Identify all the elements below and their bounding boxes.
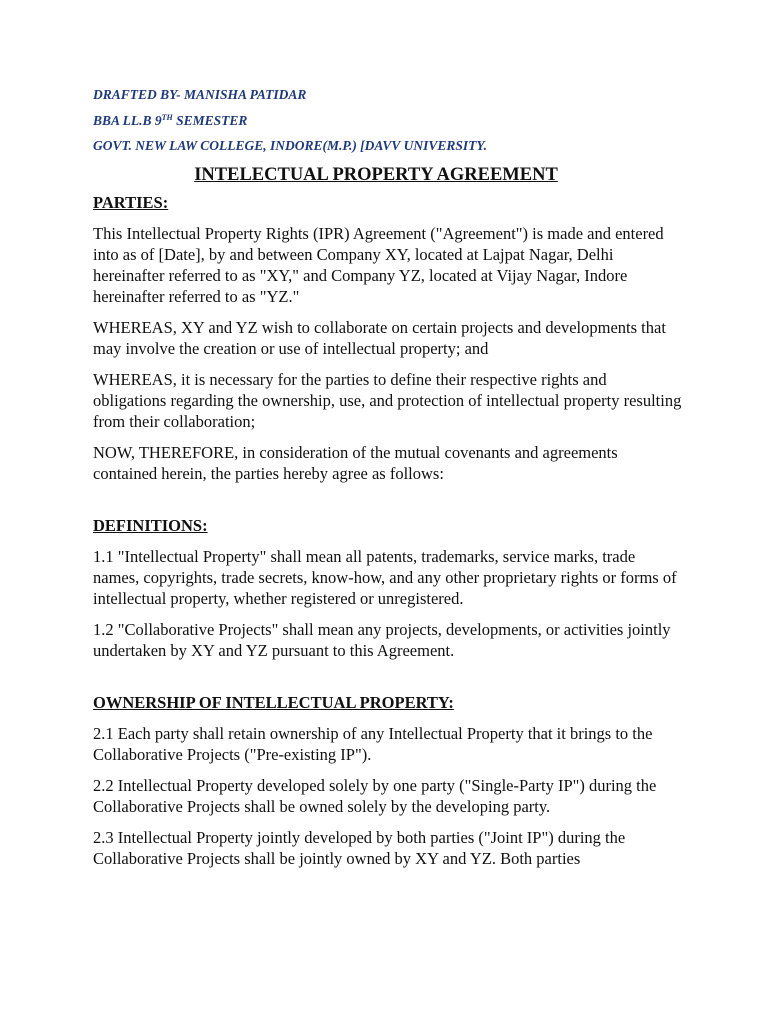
- definitions-heading: DEFINITIONS:: [93, 515, 208, 535]
- ownership-clause-2-1: 2.1 Each party shall retain ownership of any Intellectual Property that it brings to the Collaborative Projects ("Pre-existing IP").: [93, 723, 653, 764]
- document-page: [93, 86, 683, 869]
- drafted-by-line: DRAFTED BY- MANISHA PATIDAR: [93, 87, 307, 102]
- definition-1-2: 1.2 "Collaborative Projects" shall mean any projects, developments, or activities jointly undertaken by XY and YZ pursuant to this Agreement.: [93, 619, 671, 660]
- parties-paragraph-4: NOW, THEREFORE, in consideration of the mutual covenants and agreements contained herein, the parties hereby agree as follows:: [93, 442, 618, 483]
- parties-paragraph-2: WHEREAS, XY and YZ wish to collaborate on certain projects and developments that may involve the creation or use of intellectual property; and: [93, 317, 666, 358]
- course-line: [93, 112, 683, 129]
- course-ordinal-suffix: TH: [161, 112, 173, 122]
- parties-heading: PARTIES:: [93, 192, 169, 212]
- document-title: INTELECTUAL PROPERTY AGREEMENT: [194, 164, 558, 185]
- ownership-clause-2-2: 2.2 Intellectual Property developed solely by one party ("Single-Party IP") during the Collaborative Projects shall be owned solely by the developing party.: [93, 775, 657, 816]
- definition-1-1: 1.1 "Intellectual Property" shall mean all patents, trademarks, service marks, trade names, copyrights, trade secrets, know-how, and any other proprietary rights or forms of intellectual property, whether registered or unregistered.: [93, 546, 677, 608]
- college-line: GOVT. NEW LAW COLLEGE, INDORE(M.P.) [DAVV UNIVERSITY.: [93, 138, 487, 153]
- course-prefix: BBA LL.B 9: [93, 112, 162, 128]
- ownership-heading: OWNERSHIP OF INTELLECTUAL PROPERTY:: [93, 692, 454, 712]
- ownership-clause-2-3: 2.3 Intellectual Property jointly developed by both parties ("Joint IP") during the Collaborative Projects shall be jointly owned by XY and YZ. Both parties: [93, 827, 626, 868]
- parties-paragraph-1: This Intellectual Property Rights (IPR) Agreement ("Agreement") is made and entered into as of [Date], by and between Company XY, located at Lajpat Nagar, Delhi hereinafter referred to as "XY," and Company YZ, located at Vijay Nagar, Indore hereinafter referred to as "YZ.": [93, 223, 664, 306]
- parties-paragraph-3: WHEREAS, it is necessary for the parties to define their respective rights and obligations regarding the ownership, use, and protection of intellectual property resulting from their collaboration;: [93, 369, 682, 431]
- course-suffix: SEMESTER: [172, 112, 248, 128]
